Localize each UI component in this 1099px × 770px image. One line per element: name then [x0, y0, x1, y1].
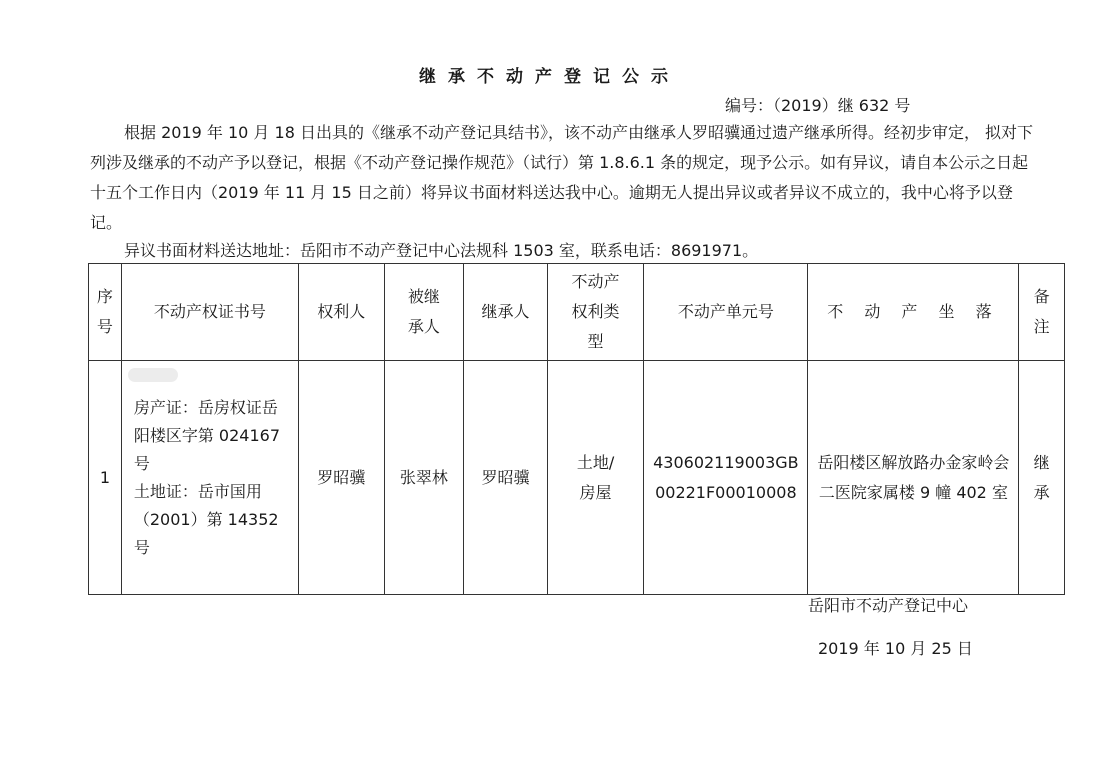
header-remark: 备注 — [1019, 264, 1065, 361]
header-index: 序号 — [89, 264, 122, 361]
header-right-holder: 权利人 — [298, 264, 384, 361]
header-location: 不 动 产 坐 落 — [808, 264, 1019, 361]
header-heir: 继承人 — [464, 264, 548, 361]
cell-unit-number: 430602119003GB00221F00010008 — [644, 361, 808, 595]
cert-house: 房产证：岳房权证岳阳楼区字第 024167 号 — [133, 397, 281, 473]
header-unit-number: 不动产单元号 — [644, 264, 808, 361]
signature-date: 2019 年 10 月 25 日 — [818, 639, 973, 658]
cell-right-holder: 罗昭骥 — [298, 361, 384, 595]
table-row — [89, 361, 1065, 595]
announcement-paragraph: 根据 2019 年 10 月 18 日出具的《继承不动产登记具结书》，该不动产由继承人罗昭骥通过遗产继承所得。经初步审定， 拟对下列涉及继承的不动产予以登记，根据《不动产登记操作规范》（试行）第 1.8.6.1 条的规定，现予公示。如有异议，请自本公示之日起十五个工作日内（2019 年 11 月 15 日之前）将异议书面材料送达我中心。逾期无人提出异议或者异议不成立的，我中心将予以登记。 — [90, 123, 1034, 232]
header-cert-number: 不动产权证书号 — [121, 264, 298, 361]
table-header-row — [89, 264, 1065, 361]
signature-organization: 岳阳市不动产登记中心 — [808, 596, 969, 615]
header-deceased: 被继承人 — [384, 264, 463, 361]
registration-table — [88, 263, 1065, 595]
scan-smudge — [128, 368, 178, 382]
cell-remark: 继承 — [1019, 361, 1065, 595]
cell-heir: 罗昭骥 — [464, 361, 548, 595]
cell-location: 岳阳楼区解放路办金家岭会二医院家属楼 9 幢 402 室 — [808, 361, 1019, 595]
cell-cert-number — [121, 361, 298, 595]
cert-land: 土地证：岳市国用（2001）第 14352 号 — [133, 481, 279, 557]
cell-right-type: 土地/房屋 — [547, 361, 643, 595]
document-title: 继承不动产登记公示 — [419, 67, 680, 87]
cell-deceased: 张翠林 — [384, 361, 463, 595]
objection-address-paragraph: 异议书面材料送达地址：岳阳市不动产登记中心法规科 1503 室，联系电话：8691971。 — [124, 241, 759, 260]
document-number: 编号：（2019）继 632 号 — [725, 96, 911, 115]
cell-index: 1 — [89, 361, 122, 595]
header-right-type: 不动产权利类型 — [547, 264, 643, 361]
